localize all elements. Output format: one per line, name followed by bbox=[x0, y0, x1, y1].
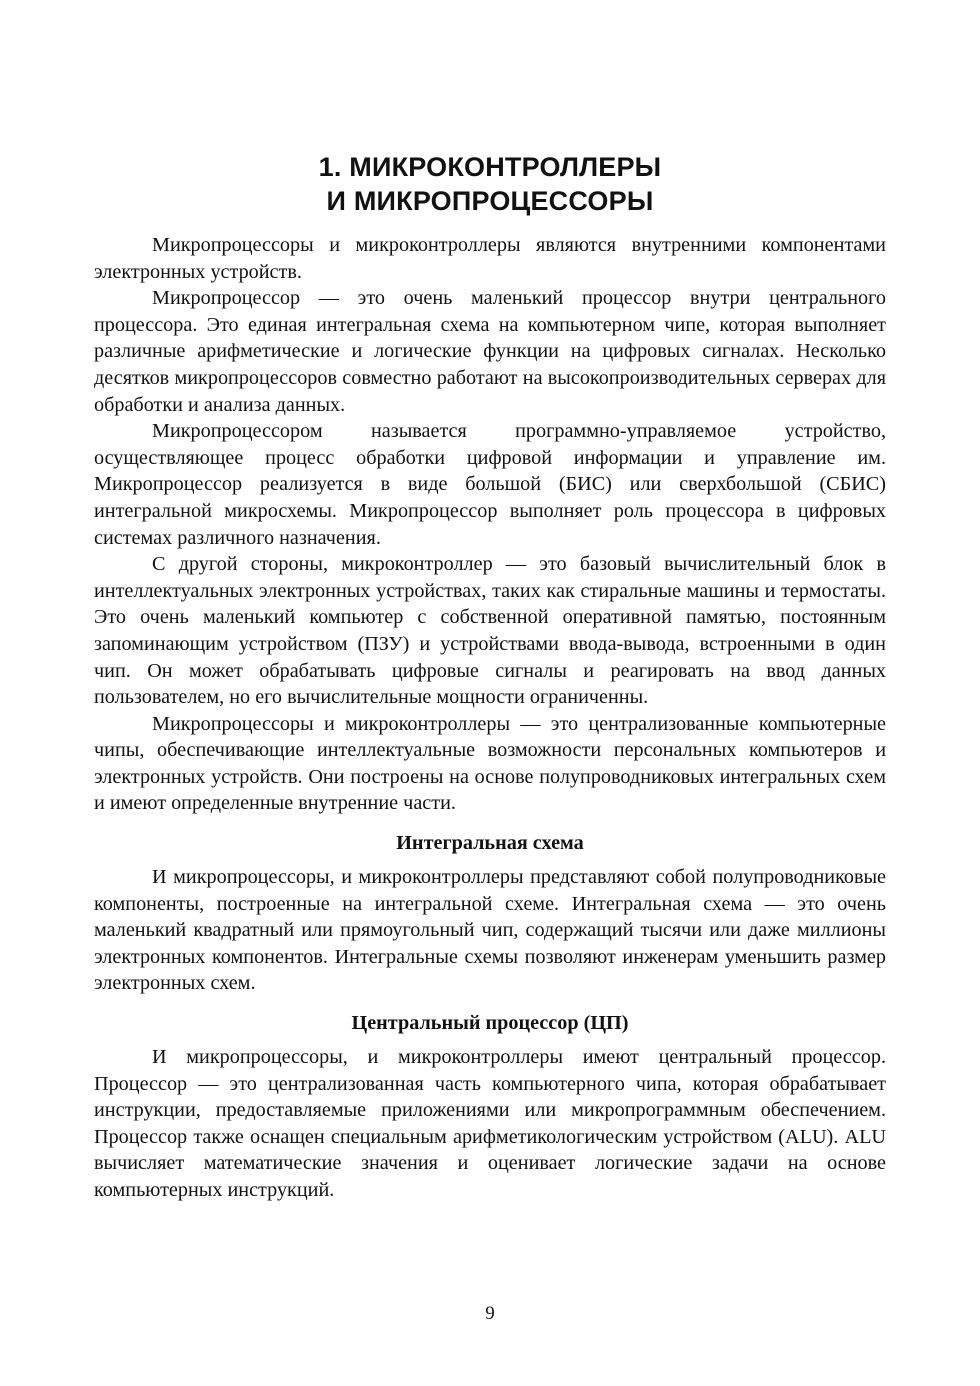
chapter-title bbox=[94, 150, 886, 218]
intro-paragraph: Микропроцессором называется программно-управляемое устройство, осуществляющее процесс обработки цифровой информации и управление им. Микропроцессор реализуется в виде большой (БИС) или сверхбольшой (СБИС) интегральной микросхемы. Микропроцессор выполняет роль процессора в цифровых системах различного назначения. bbox=[94, 420, 886, 549]
intro-paragraph: Микропроцессоры и микроконтроллеры являются внутренними компонентами электронных устройств. bbox=[94, 234, 886, 283]
document-page bbox=[94, 150, 886, 1204]
intro-paragraph: С другой стороны, микроконтроллер — это базовый вычислительный блок в интеллектуальных электронных устройствах, таких как стиральные машины и термостаты. Это очень маленький компьютер с собственной оперативной памятью, постоянным запоминающим устройством (ПЗУ) и устройствами ввода-вывода, встроенными в один чип. Он может обрабатывать цифровые сигналы и реагировать на ввод данных пользователем, но его вычислительные мощности ограниченны. bbox=[94, 553, 886, 709]
chapter-title-line-1: 1. МИКРОКОНТРОЛЛЕРЫ bbox=[318, 152, 662, 182]
integrated-circuit-paragraph: И микропроцессоры, и микроконтроллеры представляют собой полупроводниковые компоненты, построенные на интегральной схеме. Интегральная схема — это очень маленький квадратный или прямоугольный чип, содержащий тысячи или даже миллионы электронных компонентов. Интегральные схемы позволяют инженерам уменьшить размер электронных схем. bbox=[94, 866, 886, 995]
section-title-integrated-circuit: Интегральная схема bbox=[396, 832, 584, 855]
cpu-paragraph: И микропроцессоры, и микроконтроллеры имеют центральный процессор. Процессор — это централизованная часть компьютерного чипа, которая обрабатывает инструкции, предоставляемые приложениями или микропрограммным обеспечением. Процессор также оснащен специальным арифметикологическим устройством (ALU). ALU вычисляет математические значения и оценивает логические задачи на основе компьютерных инструкций. bbox=[94, 1046, 886, 1201]
intro-paragraph: Микропроцессоры и микроконтроллеры — это централизованные компьютерные чипы, обеспечивающие интеллектуальные возможности персональных компьютеров и электронных устройств. Они построены на основе полупроводниковых интегральных схем и имеют определенные внутренние части. bbox=[94, 712, 886, 815]
page-number: 9 bbox=[485, 1303, 495, 1324]
section-title-cpu: Центральный процессор (ЦП) bbox=[351, 1012, 629, 1035]
intro-paragraph: Микропроцессор — это очень маленький процессор внутри центрального процессора. Это единая интегральная схема на компьютерном чипе, которая выполняет различные арифметические и логические функции на цифровых сигналах. Несколько десятков микропроцессоров совместно работают на высокопроизводительных серверах для обработки и анализа данных. bbox=[94, 287, 886, 416]
chapter-title-line-2: И МИКРОПРОЦЕССОРЫ bbox=[326, 186, 654, 216]
